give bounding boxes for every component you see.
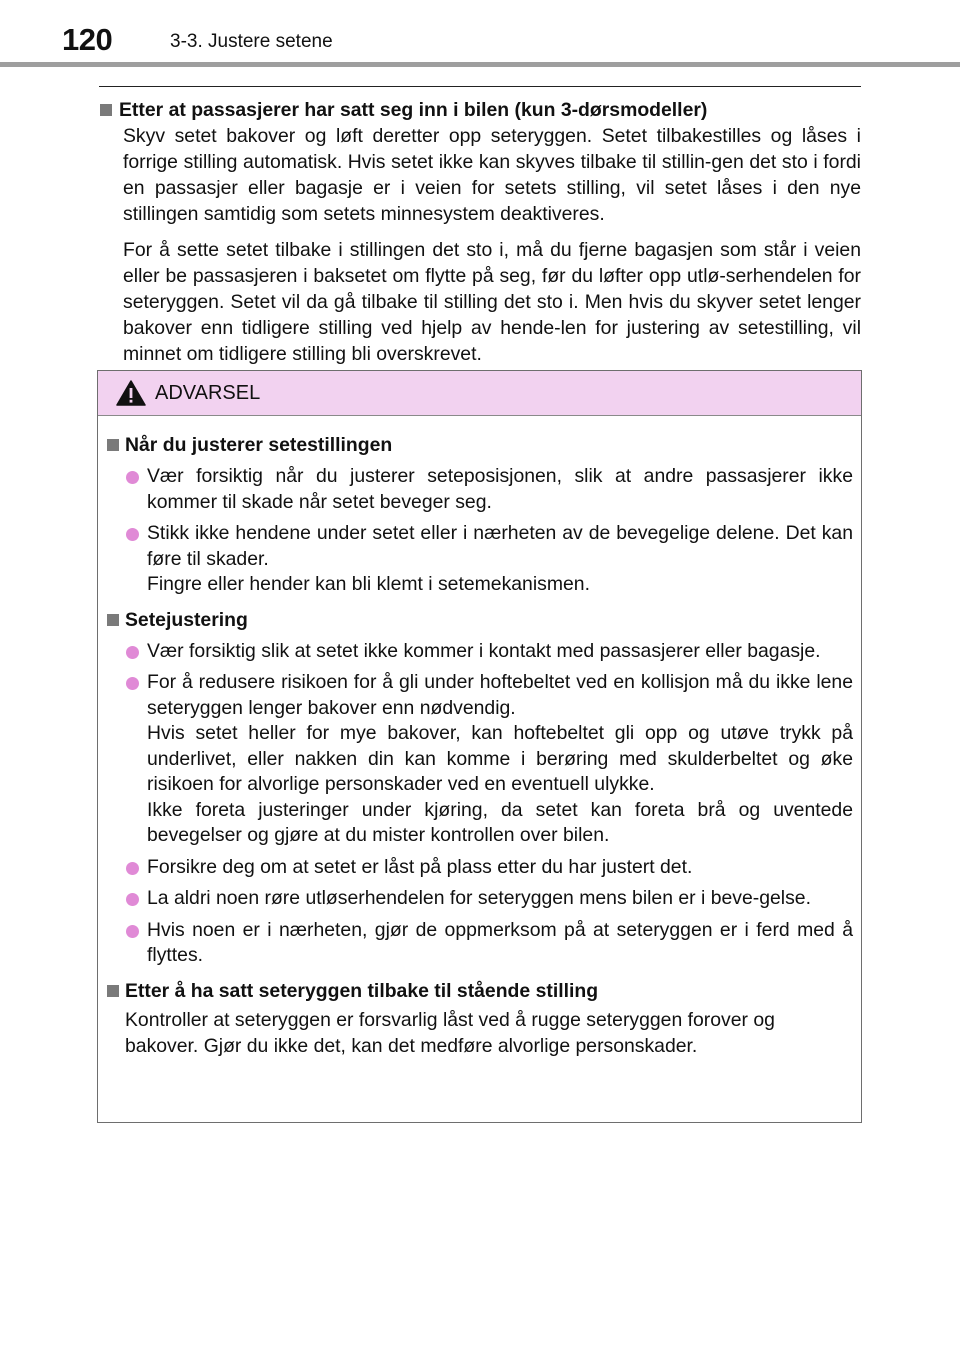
bullet-dot-icon [126, 528, 139, 541]
warning-section [104, 607, 853, 969]
intro-heading [99, 97, 861, 123]
warning-bullet [104, 855, 853, 881]
warning-bullet [104, 670, 853, 849]
warning-bullet [104, 886, 853, 912]
bullet-dot-icon [126, 862, 139, 875]
warning-bullet-line: For å redusere risikoen for å gli under hoftebeltet ved en kollisjon må du ikke lene seteryggen lenger bakover enn nødvendig. [147, 671, 853, 719]
warning-bullet-text [147, 670, 853, 849]
header-rule [0, 62, 960, 67]
warning-bullet [104, 464, 853, 515]
warning-section [104, 978, 853, 1059]
warning-section-heading-text: Når du justerer setestillingen [125, 434, 393, 456]
warning-triangle-icon [116, 380, 146, 406]
warning-bullet [104, 639, 853, 665]
warning-section-heading-text: Etter å ha satt seteryggen tilbake til stående stilling [125, 979, 599, 1002]
square-marker-icon [107, 614, 119, 626]
warning-bullet-line: Forsikre deg om at setet er låst på plass etter du har justert det. [147, 855, 693, 878]
warning-section [104, 432, 853, 598]
warning-section-heading [104, 607, 853, 633]
warning-bullet-text [147, 918, 853, 969]
warning-bullet-line: Vær forsiktig slik at setet ikke kommer i kontakt med passasjerer eller bagasje. [147, 639, 821, 662]
bullet-dot-icon [126, 646, 139, 659]
square-marker-icon [107, 439, 119, 451]
warning-bullet-line: Ikke foreta justeringer under kjøring, da setet kan foreta brå og uventede bevegelser og gjøre at du mister kontrollen over bilen. [147, 798, 853, 846]
warning-bullet-text [147, 521, 853, 598]
bullet-dot-icon [126, 925, 139, 938]
square-marker-icon [100, 104, 112, 116]
warning-paragraph: Kontroller at seteryggen er forsvarlig låst ved å rugge seteryggen forover og bakover. Gjør du ikke det, kan det medføre alvorlige personskader. [125, 1008, 775, 1057]
intro-heading-text: Etter at passasjerer har satt seg inn i bilen (kun 3-dørsmodeller) [119, 99, 708, 121]
warning-bullet-line: Hvis setet heller for mye bakover, kan hoftebeltet gli opp og utøve trykk på underlivet, eller nakken din kan komme i berøring med skulderbeltet og øke risikoen for alvorlige personskader ved en eventuell ulykke. [147, 722, 853, 795]
warning-bullet-line: Hvis noen er i nærheten, gjør de oppmerksom på at seteryggen er i ferd med å flyttes. [147, 918, 853, 966]
warning-bullet-line: Fingre eller hender kan bli klemt i setemekanismen. [147, 573, 590, 595]
warning-bullet-text [147, 886, 853, 912]
warning-header [98, 371, 861, 416]
warning-bullet [104, 521, 853, 598]
warning-section-heading [104, 432, 853, 458]
warning-section-heading [104, 978, 853, 1004]
warning-body [98, 416, 861, 1059]
intro-paragraph: Skyv setet bakover og løft deretter opp seteryggen. Setet tilbakestilles og låses i forrige stilling automatisk. Hvis setet ikke kan skyves tilbake til stillin-gen det sto i fordi en passasjer eller bagasje er i veien for setets stilling, vil setet låses i den nye stillingen samtidig som setets minnesystem deaktiveres. [123, 125, 861, 225]
bullet-dot-icon [126, 677, 139, 690]
page-number: 120 [62, 22, 113, 57]
warning-bullet-text [147, 464, 853, 515]
warning-bullet-line: Stikk ikke hendene under setet eller i nærheten av de bevegelige delene. Det kan føre til skader. [147, 522, 853, 570]
warning-bullet-line: La aldri noen røre utløserhendelen for seteryggen mens bilen er i beve-gelse. [147, 887, 811, 909]
warning-bullet-text [147, 855, 853, 881]
warning-title: ADVARSEL [155, 382, 261, 404]
intro-paragraph: For å sette setet tilbake i stillingen det sto i, må du fjerne bagasjen som står i veien eller be passasjeren i baksetet om flytte på seg, før du løfter opp utlø-serhendelen for seteryggen. Setet vil da gå tilbake til stilling det sto i. Men hvis du skyver setet lenger bakover enn tidligere stilling ved hjelp av hende-len for justering av setestilling, vil minnet om tidligere stilling bli overskrevet. [123, 239, 861, 365]
warning-bullet-line: Vær forsiktig når du justerer seteposisjonen, slik at andre passasjerer ikke kommer til skade når setet beveger seg. [147, 465, 853, 513]
warning-bullet-text [147, 639, 853, 665]
warning-bullet [104, 918, 853, 969]
section-title: 3-3. Justere setene [170, 31, 333, 52]
bullet-dot-icon [126, 471, 139, 484]
intro-section [99, 86, 861, 367]
warning-section-heading-text: Setejustering [125, 608, 248, 631]
square-marker-icon [107, 985, 119, 997]
bullet-dot-icon [126, 893, 139, 906]
warning-box [97, 370, 862, 1123]
